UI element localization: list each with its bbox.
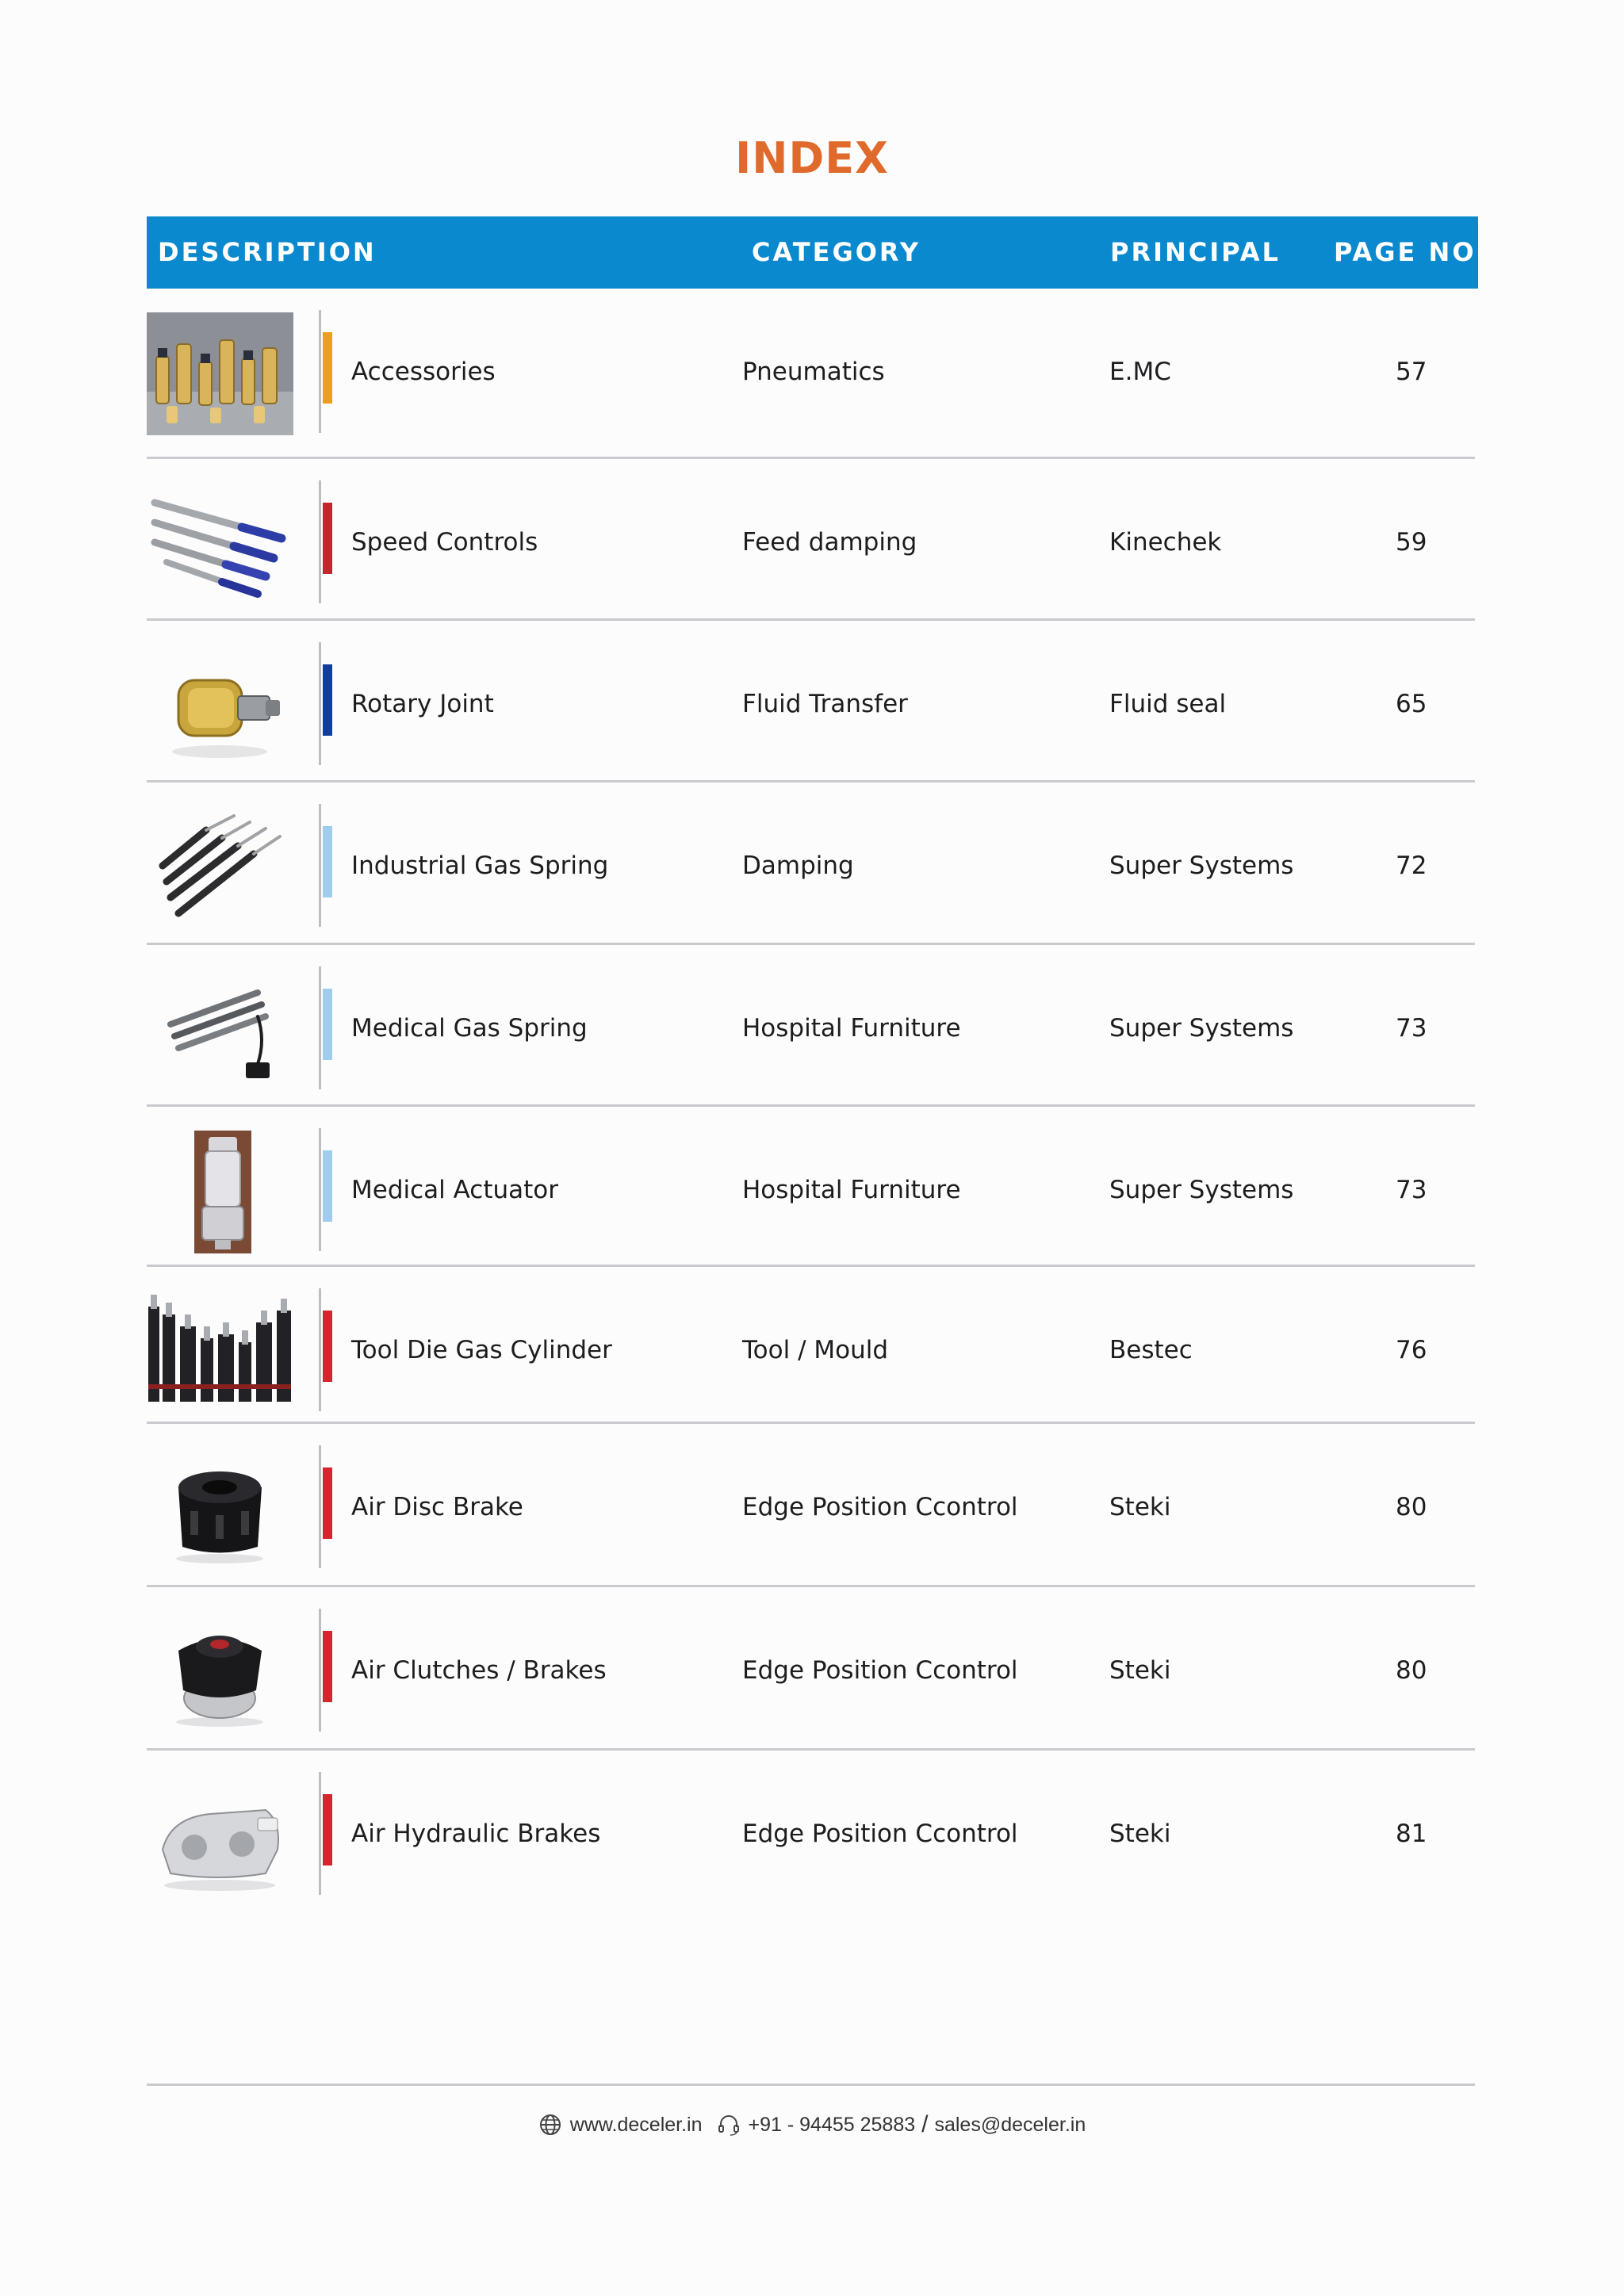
header-description: DESCRIPTION <box>158 237 377 267</box>
headset-icon <box>717 2113 741 2137</box>
footer <box>0 2109 1624 2141</box>
row-principal: Kinechek <box>1109 528 1222 557</box>
footer-website-link[interactable]: www.deceler.in <box>569 2113 703 2136</box>
row-category: Edge Position Ccontrol <box>742 1820 1018 1848</box>
hydraulic-brake-photo <box>147 1774 293 1897</box>
row-divider <box>319 1288 321 1411</box>
table-row <box>147 1424 1475 1587</box>
accent-bar <box>323 1311 332 1382</box>
row-description: Medical Gas Spring <box>351 1014 588 1043</box>
footer-separator: / <box>921 2111 929 2137</box>
accent-bar <box>323 1631 332 1702</box>
row-page: 81 <box>1396 1820 1427 1848</box>
row-divider <box>319 310 321 433</box>
row-description: Air Clutches / Brakes <box>351 1656 607 1685</box>
accent-bar <box>323 826 332 897</box>
medical-gas-spring-photo <box>147 969 293 1092</box>
row-category: Tool / Mould <box>742 1336 889 1364</box>
row-page: 59 <box>1396 528 1427 557</box>
row-page: 73 <box>1396 1176 1427 1204</box>
medical-actuator-photo <box>147 1131 293 1253</box>
row-principal: Bestec <box>1109 1336 1193 1364</box>
table-row <box>147 459 1475 621</box>
row-category: Pneumatics <box>742 358 885 386</box>
table-row <box>147 1587 1475 1751</box>
footer-email-link[interactable]: sales@deceler.in <box>934 2113 1086 2136</box>
row-principal: Super Systems <box>1109 1014 1294 1043</box>
row-divider <box>319 480 321 603</box>
footer-phone[interactable]: +91 - 94455 25883 <box>748 2113 916 2136</box>
table-row <box>147 621 1475 783</box>
row-description: Speed Controls <box>351 528 538 557</box>
accent-bar <box>323 1150 332 1222</box>
row-category: Feed damping <box>742 528 917 557</box>
accent-bar <box>323 664 332 736</box>
row-divider <box>319 966 321 1089</box>
row-principal: Steki <box>1109 1493 1171 1521</box>
accent-bar <box>323 1468 332 1539</box>
row-divider <box>319 642 321 765</box>
row-description: Air Disc Brake <box>351 1493 523 1521</box>
air-clutch-photo <box>147 1611 293 1734</box>
row-divider <box>319 1128 321 1251</box>
accent-bar <box>323 332 332 404</box>
table-row <box>147 289 1475 459</box>
table-row <box>147 783 1475 945</box>
gas-cylinders-photo <box>147 1291 293 1414</box>
row-description: Rotary Joint <box>351 690 494 718</box>
table-row <box>147 945 1475 1107</box>
row-divider <box>319 1609 321 1732</box>
page-title: INDEX <box>735 133 889 183</box>
row-page: 76 <box>1396 1336 1427 1364</box>
row-description: Medical Actuator <box>351 1176 558 1204</box>
row-category: Damping <box>742 851 854 880</box>
disc-brake-photo <box>147 1448 293 1571</box>
row-description: Industrial Gas Spring <box>351 851 609 880</box>
brass-fittings-photo <box>147 312 293 435</box>
row-category: Edge Position Ccontrol <box>742 1656 1018 1685</box>
row-principal: Fluid seal <box>1109 690 1227 718</box>
row-category: Hospital Furniture <box>742 1014 961 1043</box>
table-row <box>147 1751 1475 1919</box>
row-page: 57 <box>1396 358 1427 386</box>
row-category: Hospital Furniture <box>742 1176 961 1204</box>
table-header <box>147 216 1478 289</box>
footer-divider <box>147 2084 1475 2086</box>
table-row <box>147 1107 1475 1267</box>
row-principal: Super Systems <box>1109 1176 1294 1204</box>
rotary-joint-photo <box>147 645 293 767</box>
accent-bar <box>323 503 332 574</box>
row-page: 80 <box>1396 1493 1427 1521</box>
accent-bar <box>323 1794 332 1866</box>
header-category: CATEGORY <box>752 237 921 267</box>
row-page: 65 <box>1396 690 1427 718</box>
row-divider <box>319 1772 321 1895</box>
row-principal: Steki <box>1109 1820 1171 1848</box>
speed-control-cylinders-photo <box>147 483 293 606</box>
row-principal: Super Systems <box>1109 851 1294 880</box>
row-description: Accessories <box>351 358 496 386</box>
row-category: Fluid Transfer <box>742 690 908 718</box>
row-description: Tool Die Gas Cylinder <box>351 1336 612 1364</box>
row-page: 72 <box>1396 851 1427 880</box>
row-category: Edge Position Ccontrol <box>742 1493 1018 1521</box>
row-description: Air Hydraulic Brakes <box>351 1820 601 1848</box>
row-principal: Steki <box>1109 1656 1171 1685</box>
row-page: 73 <box>1396 1014 1427 1043</box>
row-divider <box>319 804 321 927</box>
accent-bar <box>323 989 332 1060</box>
gas-spring-photo <box>147 806 293 929</box>
row-principal: E.MC <box>1109 358 1171 386</box>
row-page: 80 <box>1396 1656 1427 1685</box>
row-divider <box>319 1445 321 1568</box>
globe-icon <box>538 2113 562 2137</box>
header-principal: PRINCIPAL <box>1110 237 1281 267</box>
header-page-no: PAGE NO <box>1334 237 1477 267</box>
table-row <box>147 1267 1475 1424</box>
